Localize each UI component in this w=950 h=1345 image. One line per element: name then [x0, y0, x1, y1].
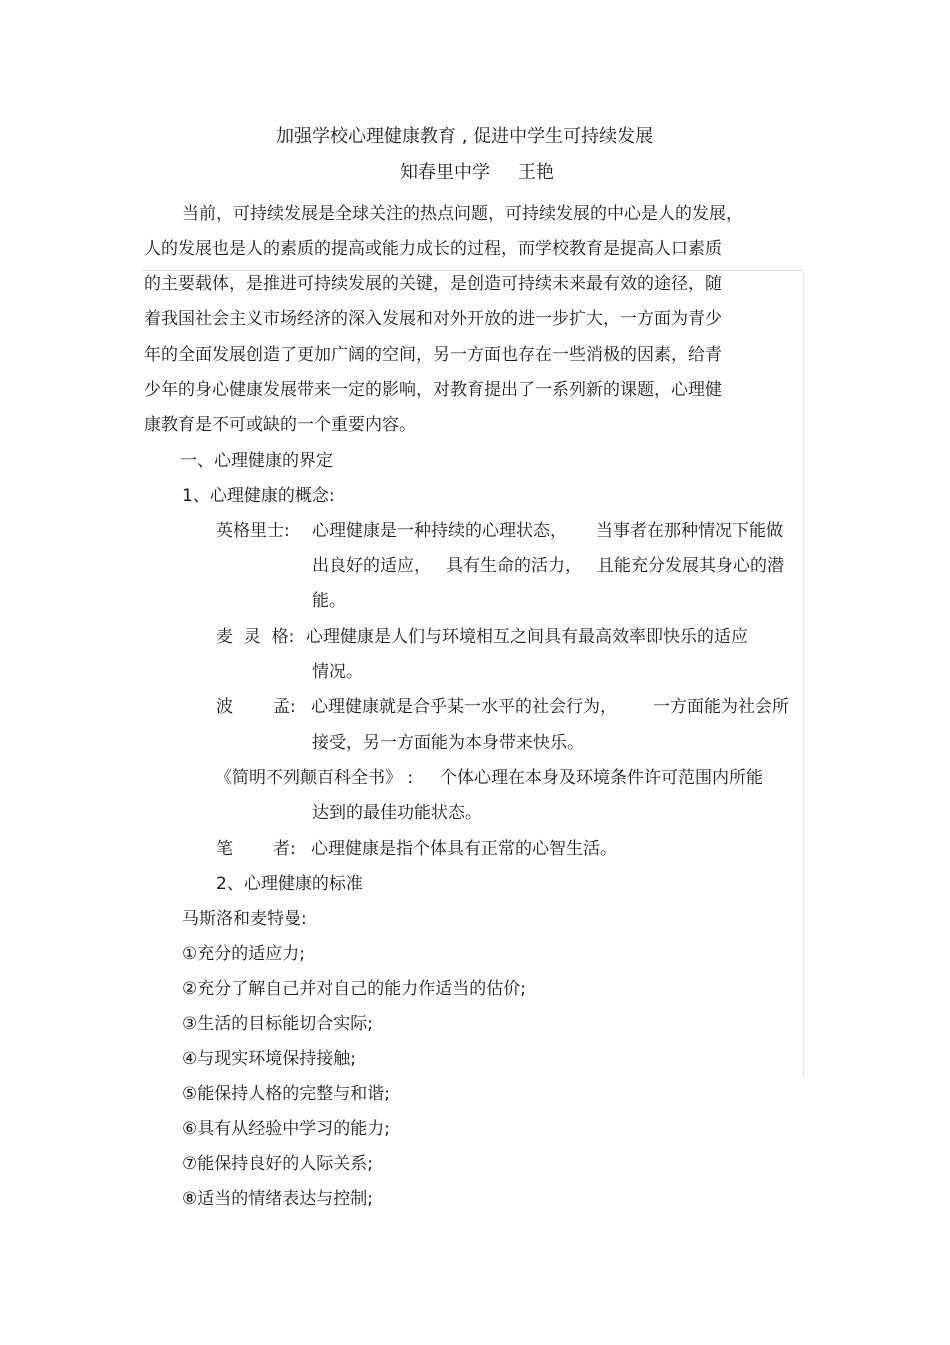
- definition-1-text-b: 当事者在那种情况下能做: [596, 521, 783, 541]
- definition-3-text-a: 心理健康就是合乎某一水平的社会行为，: [311, 697, 617, 717]
- subsection-heading-2: 2、心理健康的标准: [216, 874, 363, 894]
- standard-item-7: ⑦能保持良好的人际关系;: [182, 1154, 373, 1174]
- definition-1-text-e: 且能充分发展其身心的潜: [597, 556, 784, 576]
- definition-1-text-f: 能。: [312, 591, 346, 611]
- standard-item-1: ①充分的适应力;: [182, 944, 305, 964]
- definition-2-text-a: 心理健康是人们与环境相互之间具有最高效率即快乐的适应: [306, 627, 748, 647]
- author-school: 知春里中学: [400, 162, 490, 183]
- intro-line-2: 人的发展也是人的素质的提高或能力成长的过程，而学校教育是提高人口素质: [144, 239, 722, 259]
- standard-item-6: ⑥具有从经验中学习的能力;: [182, 1119, 390, 1139]
- intro-line-1: 当前，可持续发展是全球关注的热点问题，可持续发展的中心是人的发展，: [182, 204, 743, 224]
- definition-4-text-a: 个体心理在本身及环境条件许可范围内所能: [440, 768, 763, 788]
- definition-2-label: 麦 灵 格:: [216, 627, 295, 647]
- intro-line-4: 着我国社会主义市场经济的深入发展和对外开放的进一步扩大，一方面为青少: [144, 309, 722, 329]
- definition-1-text-c: 出良好的适应，: [312, 556, 431, 576]
- standards-source: 马斯洛和麦特曼:: [182, 909, 307, 929]
- intro-line-5: 年的全面发展创造了更加广阔的空间，另一方面也存在一些消极的因素，给青: [144, 345, 722, 365]
- definition-5-text: 心理健康是指个体具有正常的心智生活。: [311, 839, 617, 859]
- intro-line-7: 康教育是不可或缺的一个重要内容。: [144, 415, 416, 435]
- definition-5-label-b: 者:: [273, 839, 296, 859]
- section-heading-1: 一、心理健康的界定: [180, 451, 333, 471]
- document-title: 加强学校心理健康教育 , 促进中学生可持续发展: [276, 126, 654, 147]
- definition-1-text-d: 具有生命的活力，: [446, 556, 582, 576]
- definition-4-label: 《简明不列颠百科全书》 :: [215, 768, 414, 788]
- author-name: 王艳: [518, 162, 554, 183]
- definition-1-label: 英格里士:: [216, 521, 290, 541]
- standard-item-8: ⑧适当的情绪表达与控制;: [182, 1189, 373, 1209]
- standard-item-3: ③生活的目标能切合实际;: [182, 1014, 373, 1034]
- definition-4-text-b: 达到的最佳功能状态。: [312, 803, 482, 823]
- definition-2-text-b: 情况。: [312, 662, 363, 682]
- definition-5-label-a: 笔: [216, 839, 233, 859]
- standard-item-4: ④与现实环境保持接触;: [182, 1049, 356, 1069]
- intro-line-6: 少年的身心健康发展带来一定的影响，对教育提出了一系列新的课题，心理健: [144, 380, 722, 400]
- definition-1-text-a: 心理健康是一种持续的心理状态，: [312, 521, 567, 541]
- intro-line-3: 的主要载体，是推进可持续发展的关键，是创造可持续未来最有效的途径，随: [144, 274, 722, 294]
- definition-3-text-b: 一方面能为社会所: [653, 697, 789, 717]
- definition-3-label-b: 孟:: [273, 697, 296, 717]
- standard-item-5: ⑤能保持人格的完整与和谐;: [182, 1084, 390, 1104]
- subsection-heading-1: 1、心理健康的概念:: [182, 486, 335, 506]
- author-line: [400, 162, 554, 184]
- definition-3-label-a: 波: [216, 697, 233, 717]
- definition-3-text-c: 接受，另一方面能为本身带来快乐。: [312, 733, 584, 753]
- standard-item-2: ②充分了解自己并对自己的能力作适当的估价;: [182, 979, 526, 999]
